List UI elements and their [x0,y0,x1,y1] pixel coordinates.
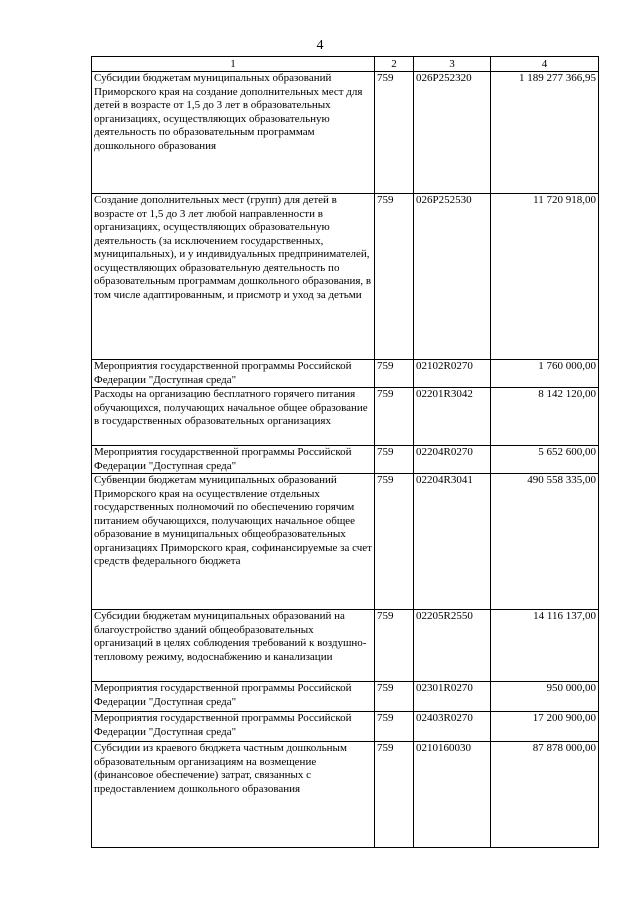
row-department-code: 759 [375,360,414,388]
row-target-code: 0210160030 [414,742,491,848]
row-department-code: 759 [375,682,414,712]
table-row [92,194,599,360]
column-header: 1 [92,57,375,72]
table-header-row [92,57,599,72]
row-amount: 8 142 120,00 [491,388,599,446]
row-amount: 11 720 918,00 [491,194,599,360]
table-row [92,446,599,474]
row-amount: 5 652 600,00 [491,446,599,474]
row-department-code: 759 [375,474,414,610]
table-row [92,388,599,446]
table-row [92,682,599,712]
row-department-code: 759 [375,194,414,360]
row-description: Субсидии бюджетам муниципальных образований на благоустройство зданий общеобразовательных организаций в целях соблюдения требований к воздушно-тепловому режиму, водоснабжению и канализации [92,610,375,682]
row-description: Мероприятия государственной программы Российской Федерации "Доступная среда" [92,712,375,742]
row-description: Субсидии из краевого бюджета частным дошкольным образовательным организациям на возмещение (финансовое обеспечение) затрат, связанных с предоставлением дошкольного образования [92,742,375,848]
row-department-code: 759 [375,610,414,682]
row-amount: 950 000,00 [491,682,599,712]
row-target-code: 02301R0270 [414,682,491,712]
row-amount: 87 878 000,00 [491,742,599,848]
row-description: Субвенции бюджетам муниципальных образований Приморского края на осуществление отдельных государственных полномочий по обеспечению горячим питанием обучающихся, получающих начальное общее образование в муниципальных общеобразовательных организациях Приморского края, софинансируемые за счет средств федерального бюджета [92,474,375,610]
row-target-code: 02201R3042 [414,388,491,446]
row-target-code: 02102R0270 [414,360,491,388]
table-row [92,742,599,848]
row-target-code: 026P252530 [414,194,491,360]
row-amount: 490 558 335,00 [491,474,599,610]
row-description: Мероприятия государственной программы Российской Федерации "Доступная среда" [92,360,375,388]
table-row [92,610,599,682]
row-department-code: 759 [375,388,414,446]
row-target-code: 026P252320 [414,72,491,194]
row-target-code: 02403R0270 [414,712,491,742]
row-department-code: 759 [375,72,414,194]
row-target-code: 02205R2550 [414,610,491,682]
row-description: Субсидии бюджетам муниципальных образований Приморского края на создание дополнительных мест для детей в возрасте от 1,5 до 3 лет в образовательных организациях, осуществляющих образовательную деятельность по образовательным программам дошкольного образования [92,72,375,194]
row-amount: 17 200 900,00 [491,712,599,742]
budget-table [91,56,599,848]
table-row [92,474,599,610]
row-department-code: 759 [375,446,414,474]
row-amount: 1 189 277 366,95 [491,72,599,194]
row-description: Мероприятия государственной программы Российской Федерации "Доступная среда" [92,446,375,474]
column-header: 2 [375,57,414,72]
row-description: Мероприятия государственной программы Российской Федерации "Доступная среда" [92,682,375,712]
row-department-code: 759 [375,742,414,848]
row-target-code: 02204R3041 [414,474,491,610]
column-header: 4 [491,57,599,72]
row-amount: 14 116 137,00 [491,610,599,682]
table-row [92,360,599,388]
column-header: 3 [414,57,491,72]
table-row [92,72,599,194]
row-description: Расходы на организацию бесплатного горячего питания обучающихся, получающих начальное общее образование в государственных образовательных организациях [92,388,375,446]
page-number: 4 [316,38,324,53]
row-amount: 1 760 000,00 [491,360,599,388]
row-department-code: 759 [375,712,414,742]
table-row [92,712,599,742]
row-target-code: 02204R0270 [414,446,491,474]
row-description: Создание дополнительных мест (групп) для детей в возрасте от 1,5 до 3 лет любой направленности в организациях, осуществляющих образовательную деятельность (за исключением государственных, муниципальных), и у индивидуальных предпринимателей, осуществляющих образовательную деятельность по образовательным программам дошкольного образования, в том числе адаптированным, и присмотр и уход за детьми [92,194,375,360]
